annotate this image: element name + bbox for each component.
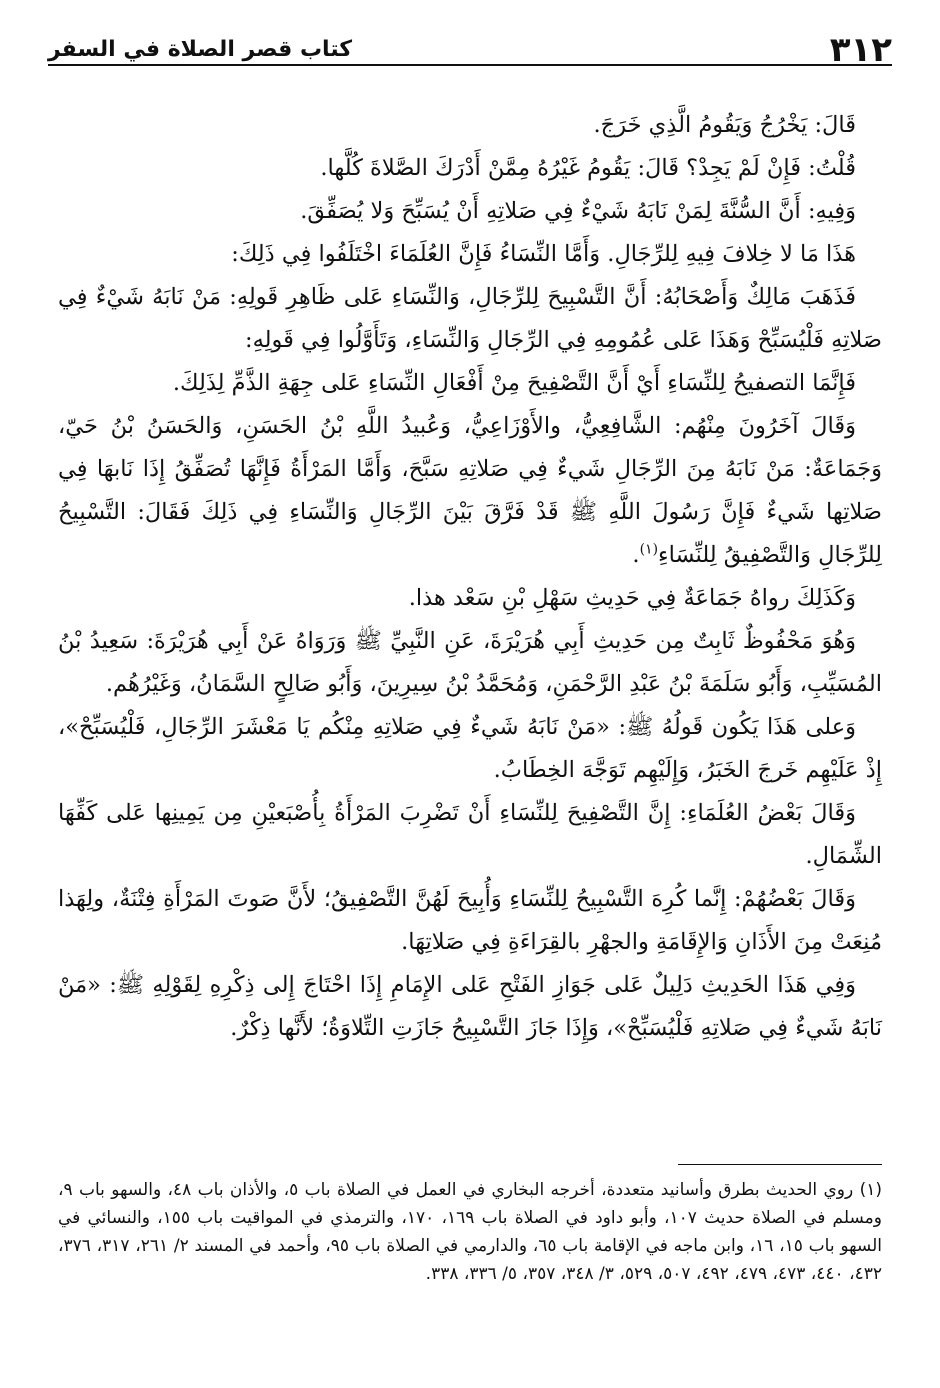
paragraph: وَفِيهِ: أَنَّ السُّنَّةَ لِمَنْ نَابَهُ شَيْءٌ فِي صَلاتِهِ أَنْ يُسَبِّحَ وَلا يُصَفِّقَ. xyxy=(300,198,856,224)
paragraph-end: . xyxy=(632,542,640,568)
header-rule xyxy=(48,64,892,66)
footnotes xyxy=(58,1176,882,1288)
main-text xyxy=(58,104,882,1050)
paragraph-text: وَقَالَ آخَرُونَ مِنْهُم: الشَّافِعِيُّ، والأَوْزَاعِيُّ، وَعُبيدُ اللَّهِ بْنُ الحَسَنِ، وَالحَسَنُ بْنُ حَيّ، وَجَمَاعَةٌ: مَنْ نَابَهُ مِنَ الرِّجَالِ شَيءٌ فِي صَلاتِهِ سَبَّحَ، وَأَمَّا المَرْأَةُ فَإِنَّهَا تُصَفِّقُ إِذَا نَابهَا فِي صَلاتِها شَيءٌ فَإِنَّ رَسُولَ اللَّهِ ﷺ قَدْ فَرَّقَ بَيْنَ الرِّجَالِ وَالنِّسَاءِ فِي ذَلِكَ فَقَالَ: التَّسْبِيحُ لِلرِّجَالِ وَالتَّصْفِيقُ لِلنِّسَاءِ xyxy=(58,413,882,568)
running-title: كتاب قصر الصلاة في السفر xyxy=(48,37,353,62)
paragraph: وَقَالَ بَعْضُهُمْ: إِنَّما كُرِهَ التَّسْبِيحُ لِلنِّسَاءِ وَأُبِيحَ لَهُنَّ التَّصْفِيقُ؛ لأَنَّ صَوتَ المَرْأَةِ فِتْنَةٌ، ولِهَذا مُنِعَتْ مِنَ الأَذَانِ وَالإِقَامَةِ والجهْرِ بالقِرَاءَةِ فِي صَلاتِهَا. xyxy=(58,886,882,955)
paragraph: قَالَ: يَخْرُجُ وَيَقُومُ الَّذِي خَرَجَ. xyxy=(593,112,856,138)
paragraph-with-footnote xyxy=(58,405,882,577)
paragraph: وَكَذَلِكَ رواهُ جَمَاعَةٌ فِي حَدِيثِ سَهْلِ بْنِ سَعْد هذا. xyxy=(408,585,856,611)
paragraph: وَقَالَ بَعْضُ العُلَمَاءِ: إِنَّ التَّصْفِيحَ لِلنِّسَاءِ أَنْ تَضْرِبَ المَرْأَةُ بِأُصْبَعيْنِ مِن يَمِينِها عَلى كَفِّهَا الشِّمَالِ. xyxy=(58,800,882,869)
footnote: (١) روي الحديث بطرق وأسانيد متعددة، أخرجه البخاري في العمل في الصلاة باب ٥، والأذان باب ٤٨، والسهو باب ٩، ومسلم في الصلاة حديث ١٠٧، وأبو داود في الصلاة باب ١٦٩، ١٧٠، والترمذي في المواقيت باب ١٥٥، والنسائي في السهو باب ١٥، ١٦، وابن ماجه في الإقامة باب ٦٥، والدارمي في الصلاة باب ٩٥، وأحمد في المسند ٢/ ٢٦١، ٣١٧، ٣٧٦، ٤٣٢، ٤٤٠، ٤٧٣، ٤٧٩، ٤٩٢، ٥٠٧، ٥٢٩، ٣/ ٣٤٨، ٣٥٧، ٥/ ٣٣٦، ٣٣٨. xyxy=(58,1180,883,1284)
paragraph: وَهُوَ مَحْفُوظٌ ثَابِتٌ مِن حَدِيثِ أَبِي هُرَيْرَةَ، عَنِ النَّبِيِّ ﷺ وَرَوَاهُ عَنْ أَبِي هُرَيْرَةَ: سَعِيدُ بْنُ المُسَيِّبِ، وَأَبُو سَلَمَةَ بْنُ عَبْدِ الرَّحْمَنِ، وَمُحَمَّدُ بْنُ سِيرِينَ، وَأَبُو صَالِحٍ السَّمَانُ، وَغَيْرُهُم. xyxy=(58,628,882,697)
footnote-reference[interactable]: (١) xyxy=(639,541,659,558)
paragraph: وَعلى هَذَا يَكُون قَولُهُ ﷺ: «مَنْ نَابَهُ شَيءٌ فِي صَلاتِهِ مِنْكُم يَا مَعْشَرَ الرِّجَالِ، فَلْيُسَبِّحْ»، إِذْ عَلَيْهِم خَرجَ الخَبَرُ، وَإِلَيْهِم تَوَجَّهَ الخِطَابُ. xyxy=(58,714,882,783)
paragraph: قُلْتُ: فَإِنْ لَمْ يَجِدْ؟ قَالَ: يَقُومُ غَيْرُهُ مِمَّنْ أَدْرَكَ الصَّلاةَ كُلَّها. xyxy=(320,155,856,181)
footnote-separator xyxy=(678,1164,882,1165)
paragraph: هَذَا مَا لا خِلافَ فِيهِ لِلرِّجَالِ. وَأَمَّا النِّسَاءُ فَإِنَّ العُلَمَاءَ اخْتَلَفُوا فِي ذَلِكَ: xyxy=(231,241,856,267)
paragraph: فَذَهَبَ مَالِكٌ وَأَصْحَابُهُ: أَنَّ التَّسْبِيحَ لِلرِّجَالِ، وَالنِّسَاءِ عَلى ظَاهِرِ قَولِهِ: مَنْ نَابَهُ شَيْءٌ فِي صَلاتِهِ فَلْيُسَبِّحْ وَهَذَا عَلى عُمُومِهِ فِي الرِّجَالِ وَالنِّسَاءِ، وَتَأَوَّلُوا فِي قَولِهِ: xyxy=(58,284,882,353)
paragraph: وَفِي هَذَا الحَدِيثِ دَلِيلٌ عَلى جَوَازِ الفَتْحِ عَلى الإِمَامِ إِذَا احْتَاجَ إِلى ذِكْرِهِ لِقَوْلِهِ ﷺ: «مَنْ نَابَهُ شَيءٌ فِي صَلاتِهِ فَلْيُسَبِّحْ»، وَإِذَا جَازَ التَّسْبِيحُ جَازَتِ التِّلاوَةُ؛ لأَنَّها ذِكْرٌ. xyxy=(58,972,882,1041)
paragraph: فَإِنَّمَا التصفيحُ لِلنِّسَاءِ أَيْ أَنَّ التَّصْفِيحَ مِنْ أَفْعَالِ النِّسَاءِ عَلى جِهَةِ الذَّمِّ لِذَلِكَ. xyxy=(172,370,856,396)
page-number: ٣١٢ xyxy=(829,30,892,70)
